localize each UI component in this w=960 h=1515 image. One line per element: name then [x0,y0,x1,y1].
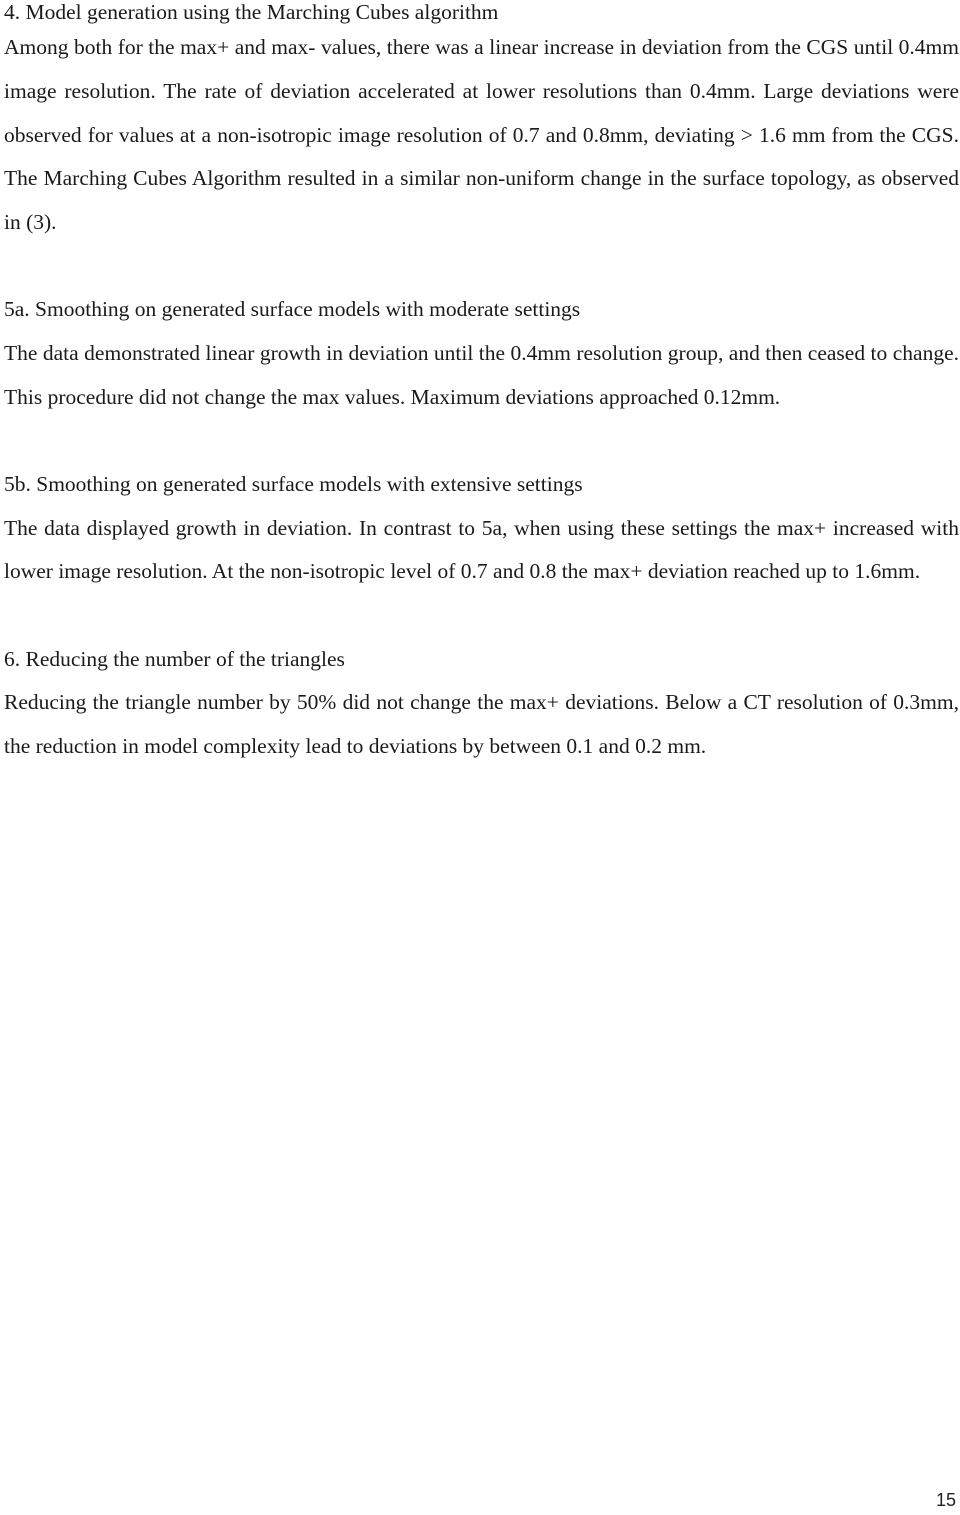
section-smoothing-moderate [4,288,959,419]
section-smoothing-extensive [4,463,959,594]
section-heading: 5b. Smoothing on generated surface models with extensive settings [4,472,583,497]
section-heading: 5a. Smoothing on generated surface models with moderate settings [4,297,581,322]
section-paragraph: Among both for the max+ and max- values, there was a linear increase in deviation from the CGS until 0.4mm image resolution. The rate of deviation accelerated at lower resolutions than 0.4mm. Large deviations were observed for values at a non-isotropic image resolution of 0.7 and 0.8mm, deviating > 1.6 mm from the CGS. The Marching Cubes Algorithm resulted in a similar non-uniform change in the surface topology, as observed in (3). [4,35,959,235]
section-paragraph: Reducing the triangle number by 50% did not change the max+ deviations. Below a CT resolution of 0.3mm, the reduction in model complexity lead to deviations by between 0.1 and 0.2 mm. [4,690,959,758]
section-spacer [4,594,959,638]
page-number: 15 [935,1490,956,1510]
section-spacer [4,420,959,464]
document-page [4,0,959,769]
section-heading: 6. Reducing the number of the triangles [4,646,345,671]
section-spacer [4,245,959,289]
section-heading: 4. Model generation using the Marching Cubes algorithm [4,0,499,24]
section-paragraph: The data displayed growth in deviation. In contrast to 5a, when using these settings the max+ increased with lower image resolution. At the non-isotropic level of 0.7 and 0.8 the max+ deviation reached up to 1.6mm. [4,515,959,584]
section-paragraph: The data demonstrated linear growth in deviation until the 0.4mm resolution group, and then ceased to change. This procedure did not change the max values. Maximum deviations approached 0.12mm. [4,340,959,409]
section-marching-cubes [4,0,959,245]
section-reducing-triangles [4,638,959,769]
